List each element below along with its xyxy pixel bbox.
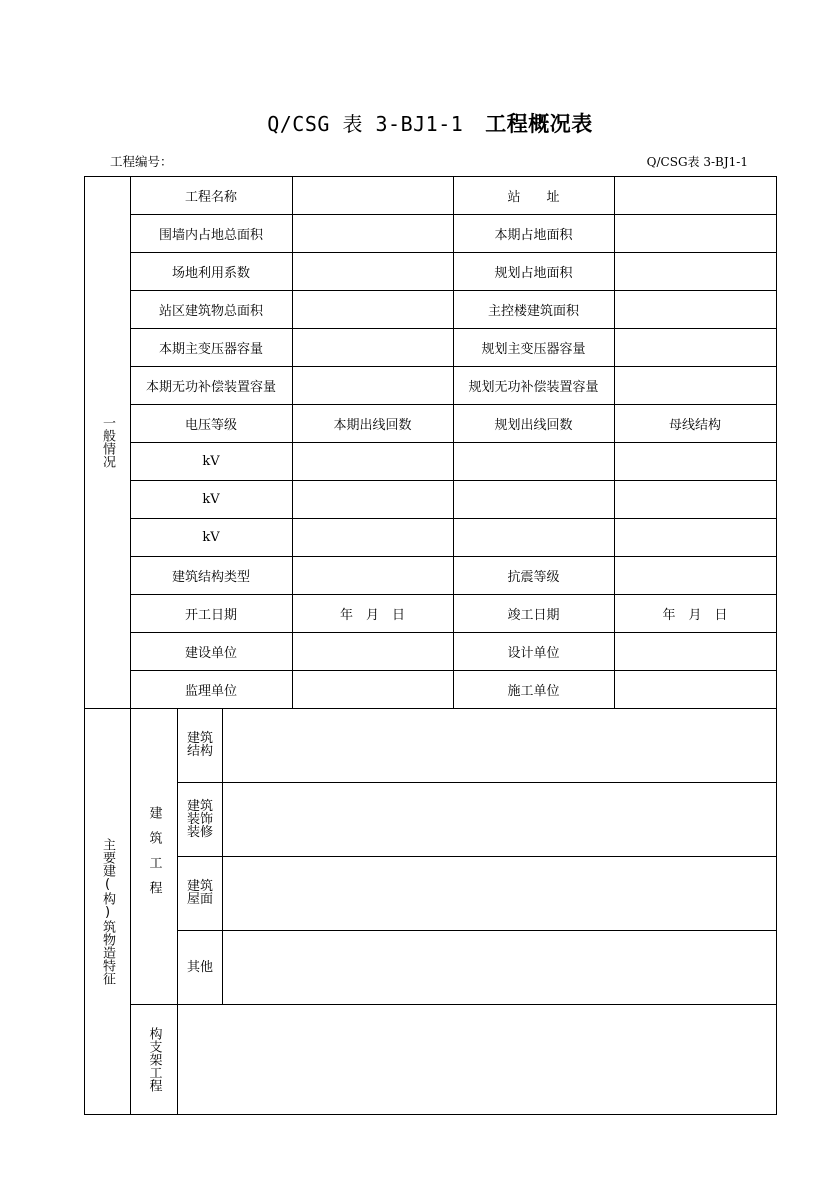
row-label: 本期无功补偿装置容量 xyxy=(145,379,276,395)
value-cell[interactable] xyxy=(614,366,776,404)
value-cell[interactable] xyxy=(614,252,776,290)
row-label: 场地利用系数 xyxy=(171,265,250,281)
features-section-label-text: 主要建(构)筑物造特征 xyxy=(100,837,115,985)
form-title xyxy=(0,108,838,138)
value-cell[interactable] xyxy=(614,214,776,252)
start-date-field[interactable]: 年 月 日 xyxy=(339,607,405,623)
designer-label: 设计单位 xyxy=(507,645,560,661)
value-cell[interactable] xyxy=(614,632,776,670)
value-cell[interactable] xyxy=(453,480,614,518)
value-cell[interactable] xyxy=(614,442,776,480)
supervisor-label: 监理单位 xyxy=(184,683,237,699)
value-cell[interactable] xyxy=(292,328,453,366)
value-cell[interactable] xyxy=(292,518,453,556)
feature-value-cell[interactable] xyxy=(222,782,776,856)
row-label: 站区建筑物总面积 xyxy=(158,303,263,319)
row-label: 站 址 xyxy=(507,189,560,205)
row-label: 规划无功补偿装置容量 xyxy=(468,379,599,395)
row-label: 规划主变压器容量 xyxy=(481,341,586,357)
building-works-label-text: 建筑工程 xyxy=(146,806,162,906)
row-label: 本期占地面积 xyxy=(494,227,573,243)
value-cell[interactable] xyxy=(614,290,776,328)
features-section-label xyxy=(84,708,130,1114)
form-title-code: Q/CSG 表 3-BJ1-1 xyxy=(267,112,464,136)
structure-type-label: 建筑结构类型 xyxy=(171,569,250,585)
value-cell[interactable] xyxy=(614,480,776,518)
feature-value-cell[interactable] xyxy=(222,930,776,1004)
value-cell[interactable] xyxy=(292,252,453,290)
start-date-label: 开工日期 xyxy=(184,607,237,623)
value-cell[interactable] xyxy=(292,442,453,480)
frame-works-label xyxy=(130,1004,177,1114)
value-cell[interactable] xyxy=(614,328,776,366)
frame-works-label-text: 构支架工程 xyxy=(146,1026,162,1092)
value-cell[interactable] xyxy=(614,518,776,556)
value-cell[interactable] xyxy=(614,176,776,214)
table-bottom-border xyxy=(84,1114,777,1115)
value-cell[interactable] xyxy=(614,556,776,594)
form-code-label: Q/CSG表 3-BJ1-1 xyxy=(646,155,748,169)
general-section-label-text: 一般情况 xyxy=(100,416,115,468)
value-cell[interactable] xyxy=(292,556,453,594)
value-cell[interactable] xyxy=(292,632,453,670)
value-cell[interactable] xyxy=(292,366,453,404)
feature-item-label: 建筑结构 xyxy=(186,731,213,759)
value-cell[interactable] xyxy=(292,480,453,518)
feature-item-label: 建筑装饰装修 xyxy=(186,798,213,840)
value-cell[interactable] xyxy=(292,290,453,328)
voltage-column-header: 规划出线回数 xyxy=(494,417,573,433)
table-right-border xyxy=(776,176,777,1115)
completion-date-field[interactable]: 年 月 日 xyxy=(662,607,728,623)
value-cell[interactable] xyxy=(453,518,614,556)
voltage-column-header: 母线结构 xyxy=(668,417,721,433)
general-section-label xyxy=(84,176,130,708)
builder-label: 建设单位 xyxy=(184,645,237,661)
value-cell[interactable] xyxy=(453,442,614,480)
row-label: 本期主变压器容量 xyxy=(158,341,263,357)
feature-item-label: 建筑屋面 xyxy=(186,879,213,907)
value-cell[interactable] xyxy=(292,214,453,252)
completion-date-label: 竣工日期 xyxy=(507,607,560,623)
kv-label: kV xyxy=(202,529,220,545)
kv-label: kV xyxy=(202,491,220,507)
row-label: 主控楼建筑面积 xyxy=(487,303,579,319)
row-label: 规划占地面积 xyxy=(494,265,573,281)
seismic-level-label: 抗震等级 xyxy=(507,569,560,585)
voltage-column-header: 本期出线回数 xyxy=(333,417,412,433)
row-label: 工程名称 xyxy=(184,189,237,205)
project-number-label: 工程编号： xyxy=(110,154,173,169)
voltage-column-header: 电压等级 xyxy=(184,417,237,433)
kv-label: kV xyxy=(202,453,220,469)
value-cell[interactable] xyxy=(292,670,453,708)
frame-works-value-cell[interactable] xyxy=(177,1004,776,1114)
building-works-label xyxy=(130,708,177,1004)
feature-value-cell[interactable] xyxy=(222,856,776,930)
value-cell[interactable] xyxy=(614,670,776,708)
value-cell[interactable] xyxy=(292,176,453,214)
contractor-label: 施工单位 xyxy=(507,683,560,699)
form-title-name: 工程概况表 xyxy=(485,112,593,136)
feature-value-cell[interactable] xyxy=(222,708,776,782)
row-label: 围墙内占地总面积 xyxy=(158,227,263,243)
feature-item-label: 其他 xyxy=(186,959,213,975)
